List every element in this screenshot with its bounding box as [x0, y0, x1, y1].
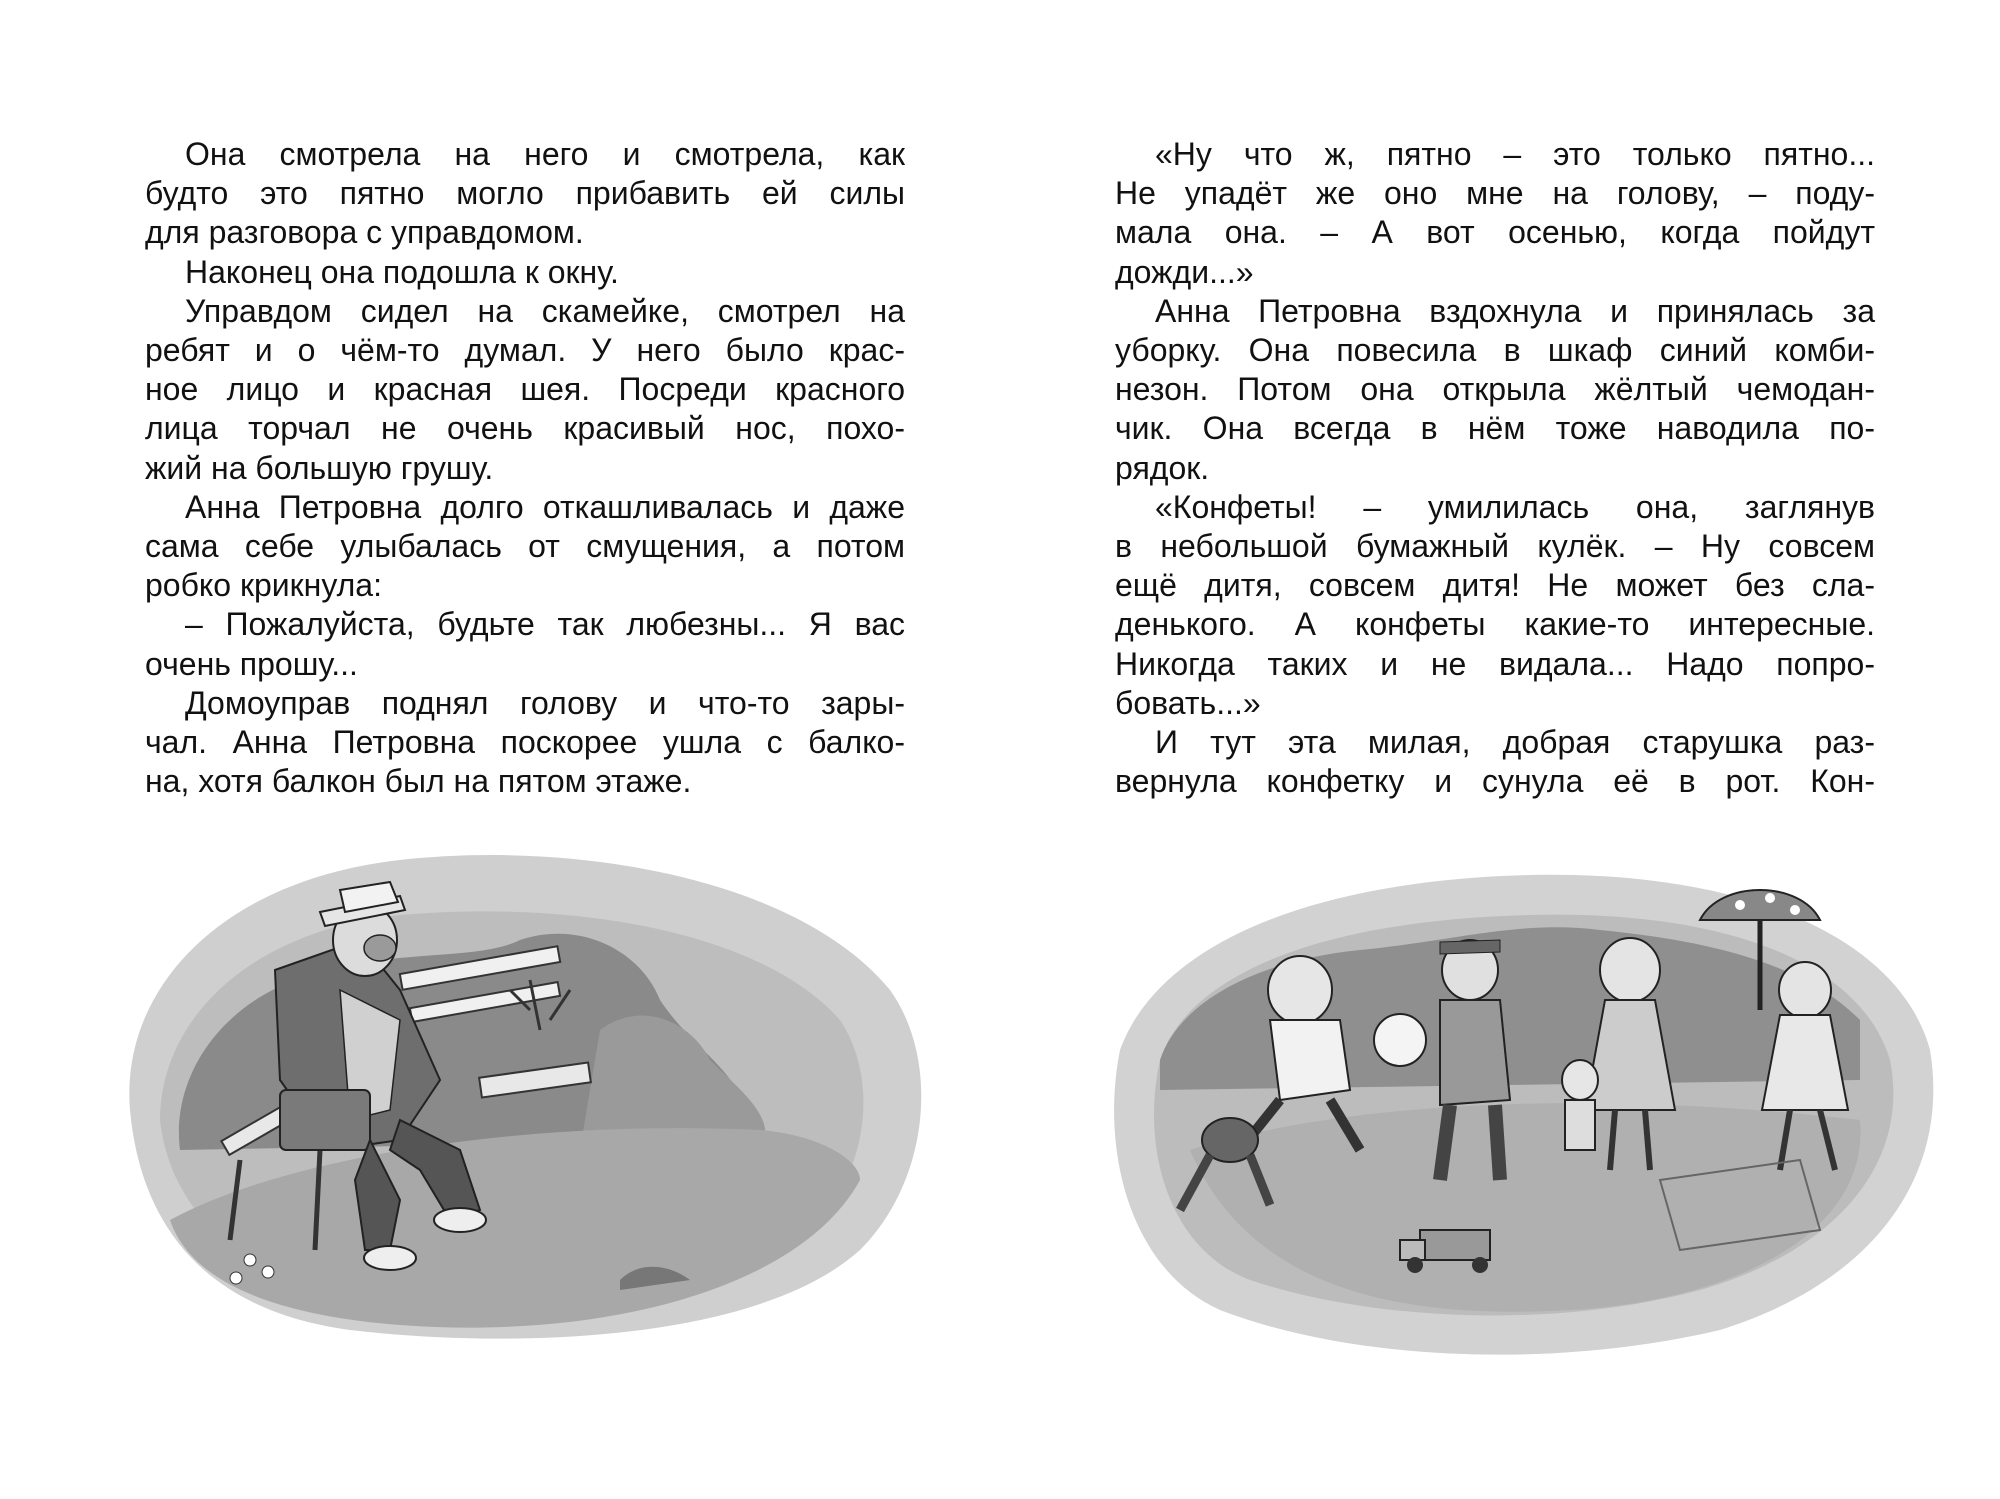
text-line: мала она. – А вот осенью, когда пойдут [1115, 214, 1875, 251]
text-line: дожди...» [1115, 253, 1254, 290]
left-paragraph [145, 292, 905, 488]
text-line: в небольшой бумажный кулёк. – Ну совсем [1115, 528, 1875, 565]
text-line: ещё дитя, совсем дитя! Не может без сла- [1115, 567, 1875, 604]
text-line: рядок. [1115, 449, 1210, 486]
text-line: робко крикнула: [145, 567, 382, 604]
text-line: Наконец она подошла к окну. [185, 253, 619, 290]
text-line: Никогда таких и не видала... Надо попро- [1115, 645, 1875, 682]
left-paragraph [145, 135, 905, 253]
text-line: – Пожалуйста, будьте так любезны... Я вас [185, 606, 905, 643]
text-line: ное лицо и красная шея. Посреди красного [145, 371, 905, 408]
text-line: лица торчал не очень красивый нос, похо- [145, 410, 905, 447]
text-line: на, хотя балкон был на пятом этаже. [145, 763, 692, 800]
text-line: будто это пятно могло прибавить ей силы [145, 175, 905, 212]
right-paragraph [1115, 723, 1875, 801]
illustration-man-on-bench [100, 820, 940, 1360]
text-line: «Ну что ж, пятно – это только пятно... [1155, 136, 1875, 172]
text-line: незон. Потом она открыла жёлтый чемодан- [1115, 371, 1875, 408]
text-line: уборку. Она повесила в шкаф синий комби- [1115, 332, 1875, 369]
right-paragraph [1115, 135, 1875, 292]
text-line: чик. Она всегда в нём тоже наводила по- [1115, 410, 1875, 447]
text-line: Домоуправ поднял голову и что-то зары- [185, 684, 905, 721]
left-paragraph [145, 605, 905, 683]
right-page-text [1115, 135, 1875, 801]
text-line: Она смотрела на него и смотрела, как [185, 136, 905, 172]
text-line: вернула конфетку и сунула её в рот. Кон- [1115, 763, 1875, 800]
text-line: сама себе улыбалась от смущения, а потом [145, 528, 905, 565]
right-paragraph [1115, 292, 1875, 488]
text-line: Не упадёт же оно мне на голову, – поду- [1115, 175, 1875, 212]
text-line: для разговора с управдомом. [145, 214, 584, 251]
text-line: очень прошу... [145, 645, 358, 682]
text-line: ребят и о чём-то думал. У него было крас- [145, 332, 905, 369]
text-line: Анна Петровна вздохнула и принялась за [1155, 292, 1875, 329]
text-line: И тут эта милая, добрая старушка раз- [1155, 724, 1875, 761]
left-paragraph [145, 488, 905, 606]
text-line: чал. Анна Петровна поскорее ушла с балко- [145, 724, 905, 761]
right-page [1000, 0, 2000, 1499]
text-line: Управдом сидел на скамейке, смотрел на [185, 292, 905, 329]
text-line: бовать...» [1115, 684, 1261, 721]
text-line: Анна Петровна долго откашливалась и даже [185, 488, 905, 525]
right-paragraph [1115, 488, 1875, 723]
text-line: жий на большую грушу. [145, 449, 494, 486]
left-paragraph [145, 253, 905, 292]
left-page-text [145, 135, 905, 801]
text-line: «Конфеты! – умилилась она, заглянув [1155, 488, 1875, 525]
illustration-children-playground [1100, 850, 1940, 1370]
left-paragraph [145, 684, 905, 802]
text-line: денького. А конфеты какие-то интересные. [1115, 606, 1875, 643]
